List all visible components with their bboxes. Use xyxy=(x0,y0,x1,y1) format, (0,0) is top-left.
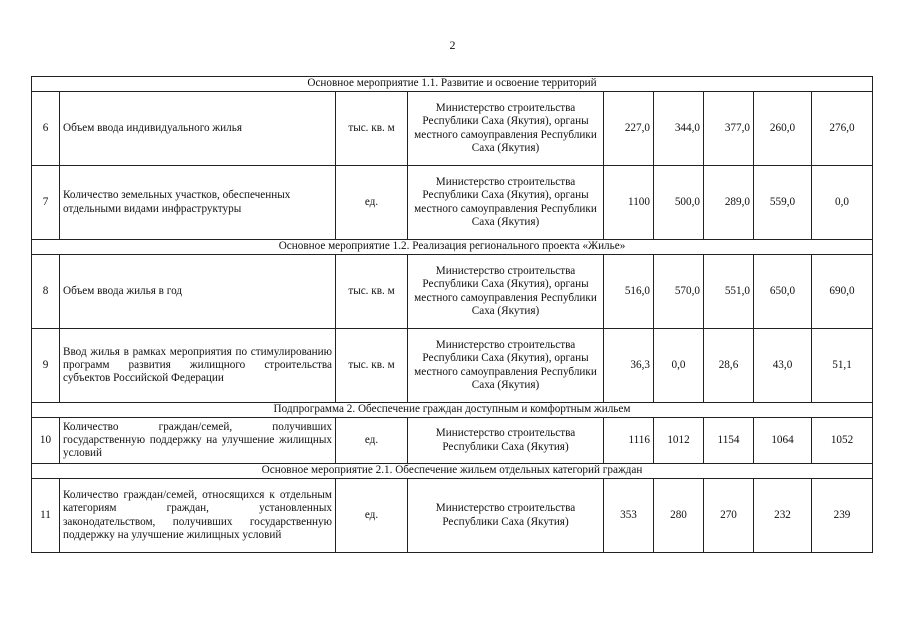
value-cell: 1100 xyxy=(604,166,654,240)
indicators-table xyxy=(31,76,873,553)
value-cell: 270 xyxy=(704,479,754,553)
responsible-org: Министерство строительства Республики Саха (Якутия), органы местного самоуправления Республики Саха (Якутия) xyxy=(408,166,604,240)
row-number: 8 xyxy=(32,255,60,329)
row-number: 10 xyxy=(32,418,60,464)
value-cell: 36,3 xyxy=(604,329,654,403)
value-cell: 232 xyxy=(754,479,812,553)
table-row xyxy=(32,92,873,166)
unit-cell: ед. xyxy=(336,418,408,464)
section-title: Основное мероприятие 2.1. Обеспечение жильем отдельных категорий граждан xyxy=(32,464,873,479)
value-cell: 1154 xyxy=(704,418,754,464)
section-row xyxy=(32,403,873,418)
value-cell: 51,1 xyxy=(812,329,873,403)
unit-cell: ед. xyxy=(336,166,408,240)
value-cell: 1116 xyxy=(604,418,654,464)
indicator-name: Объем ввода индивидуального жилья xyxy=(60,92,336,166)
responsible-org: Министерство строительства Республики Саха (Якутия) xyxy=(408,418,604,464)
indicator-name: Объем ввода жилья в год xyxy=(60,255,336,329)
table-row xyxy=(32,329,873,403)
table-row xyxy=(32,479,873,553)
value-cell: 516,0 xyxy=(604,255,654,329)
table-row xyxy=(32,418,873,464)
value-cell: 1064 xyxy=(754,418,812,464)
responsible-org: Министерство строительства Республики Саха (Якутия) xyxy=(408,479,604,553)
value-cell: 260,0 xyxy=(754,92,812,166)
value-cell: 551,0 xyxy=(704,255,754,329)
section-row xyxy=(32,240,873,255)
section-title: Основное мероприятие 1.1. Развитие и освоение территорий xyxy=(32,77,873,92)
value-cell: 570,0 xyxy=(654,255,704,329)
value-cell: 0,0 xyxy=(812,166,873,240)
value-cell: 28,6 xyxy=(704,329,754,403)
value-cell: 650,0 xyxy=(754,255,812,329)
section-title: Основное мероприятие 1.2. Реализация регионального проекта «Жилье» xyxy=(32,240,873,255)
responsible-org: Министерство строительства Республики Саха (Якутия), органы местного самоуправления Республики Саха (Якутия) xyxy=(408,329,604,403)
value-cell: 239 xyxy=(812,479,873,553)
value-cell: 344,0 xyxy=(654,92,704,166)
table-row xyxy=(32,255,873,329)
value-cell: 1012 xyxy=(654,418,704,464)
row-number: 7 xyxy=(32,166,60,240)
indicator-name: Ввод жилья в рамках мероприятия по стимулированию программ развития жилищного строительства субъектов Российской Федерации xyxy=(60,329,336,403)
unit-cell: тыс. кв. м xyxy=(336,255,408,329)
value-cell: 276,0 xyxy=(812,92,873,166)
value-cell: 0,0 xyxy=(654,329,704,403)
section-row xyxy=(32,464,873,479)
value-cell: 1052 xyxy=(812,418,873,464)
section-row xyxy=(32,77,873,92)
value-cell: 289,0 xyxy=(704,166,754,240)
responsible-org: Министерство строительства Республики Саха (Якутия), органы местного самоуправления Республики Саха (Якутия) xyxy=(408,92,604,166)
value-cell: 690,0 xyxy=(812,255,873,329)
value-cell: 280 xyxy=(654,479,704,553)
value-cell: 559,0 xyxy=(754,166,812,240)
value-cell: 227,0 xyxy=(604,92,654,166)
table-row xyxy=(32,166,873,240)
row-number: 9 xyxy=(32,329,60,403)
value-cell: 43,0 xyxy=(754,329,812,403)
unit-cell: ед. xyxy=(336,479,408,553)
unit-cell: тыс. кв. м xyxy=(336,92,408,166)
page-number: 2 xyxy=(449,38,456,52)
indicator-name: Количество граждан/семей, получивших государственную поддержку на улучшение жилищных условий xyxy=(60,418,336,464)
row-number: 11 xyxy=(32,479,60,553)
value-cell: 353 xyxy=(604,479,654,553)
indicator-name: Количество земельных участков, обеспеченных отдельными видами инфраструктуры xyxy=(60,166,336,240)
row-number: 6 xyxy=(32,92,60,166)
value-cell: 500,0 xyxy=(654,166,704,240)
responsible-org: Министерство строительства Республики Саха (Якутия), органы местного самоуправления Республики Саха (Якутия) xyxy=(408,255,604,329)
section-title: Подпрограмма 2. Обеспечение граждан доступным и комфортным жильем xyxy=(32,403,873,418)
unit-cell: тыс. кв. м xyxy=(336,329,408,403)
value-cell: 377,0 xyxy=(704,92,754,166)
indicator-name: Количество граждан/семей, относящихся к отдельным категориям граждан, установленных законодательством, получивших государственную поддержку на улучшение жилищных условий xyxy=(60,479,336,553)
